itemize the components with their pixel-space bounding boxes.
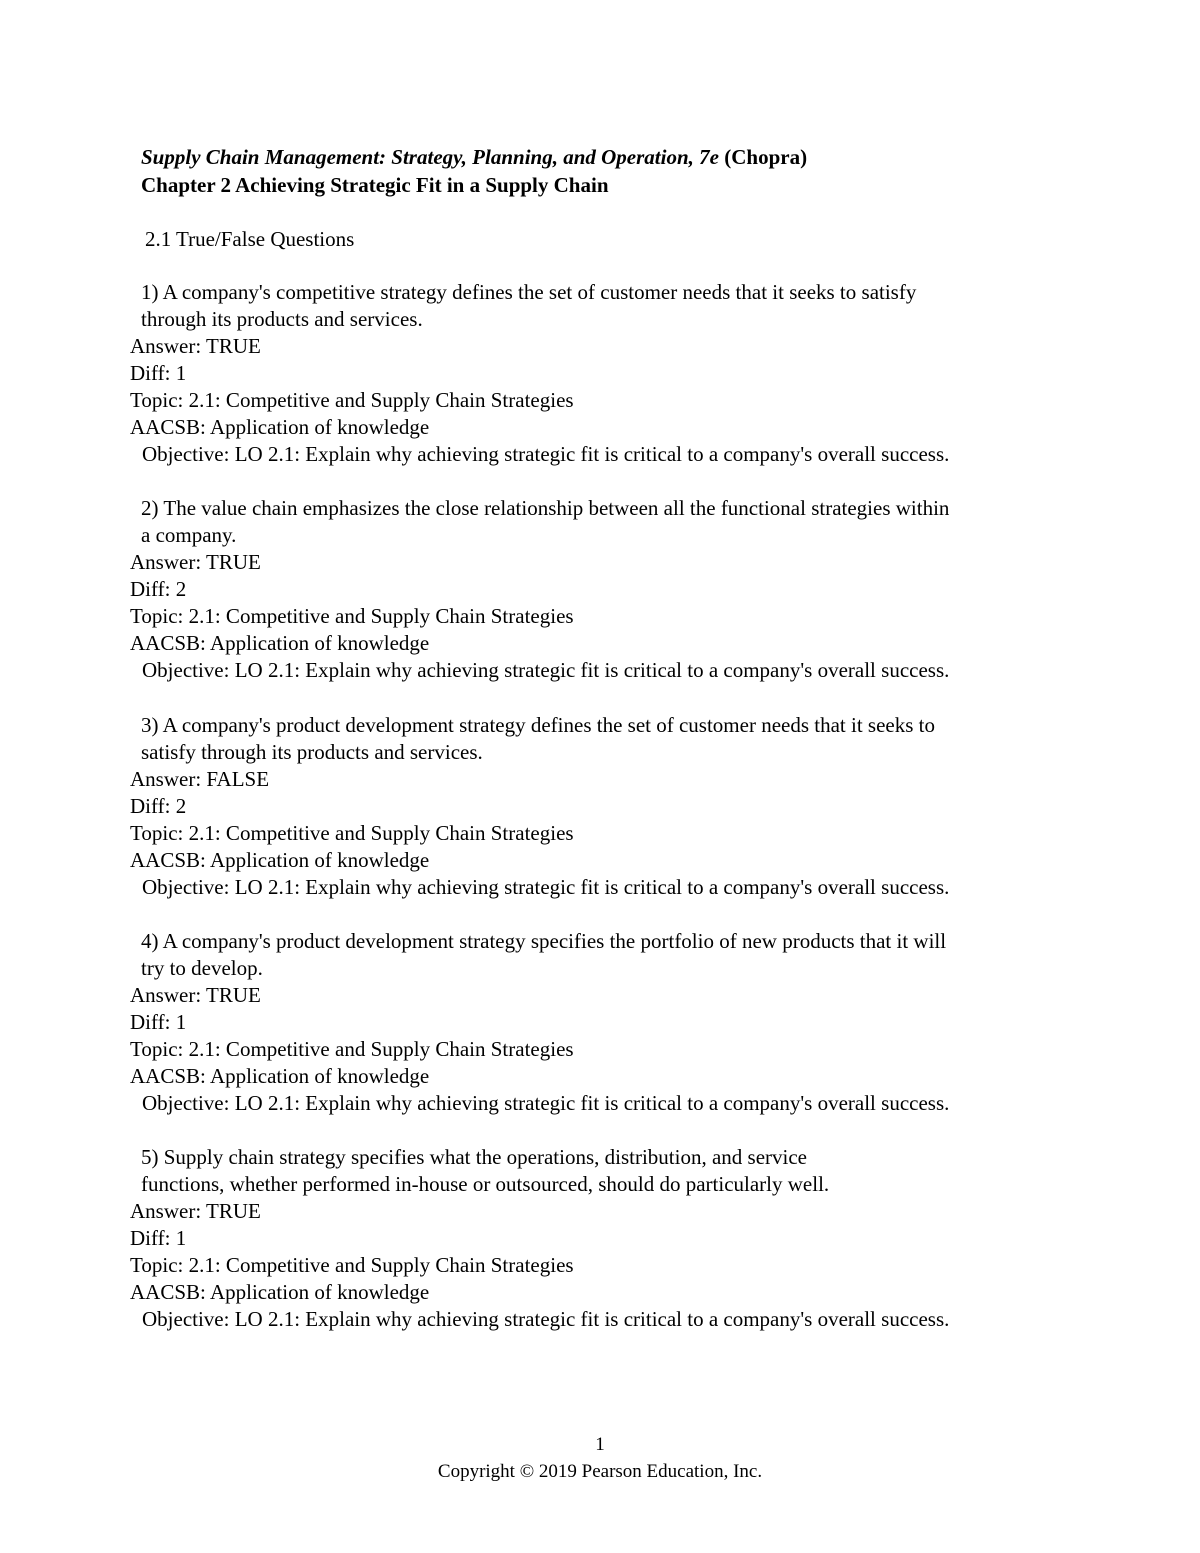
answer: Answer: TRUE bbox=[130, 550, 261, 574]
aacsb: AACSB: Application of knowledge bbox=[130, 631, 430, 655]
aacsb: AACSB: Application of knowledge bbox=[130, 415, 430, 439]
objective: Objective: LO 2.1: Explain why achieving strategic fit is critical to a company's overall success. bbox=[142, 1091, 950, 1115]
answer: Answer: TRUE bbox=[130, 334, 261, 358]
difficulty: Diff: 1 bbox=[130, 361, 187, 385]
question-line-1: 1) A company's competitive strategy defines the set of customer needs that it seeks to satisfy bbox=[141, 280, 917, 304]
question-text bbox=[130, 712, 1070, 766]
aacsb: AACSB: Application of knowledge bbox=[130, 1280, 430, 1304]
question-line-2: try to develop. bbox=[141, 956, 263, 980]
topic: Topic: 2.1: Competitive and Supply Chain Strategies bbox=[130, 821, 574, 845]
section-number: 2.1 bbox=[145, 227, 172, 251]
question-line-1: 3) A company's product development strategy defines the set of customer needs that it seeks to bbox=[141, 713, 936, 737]
topic: Topic: 2.1: Competitive and Supply Chain Strategies bbox=[130, 388, 574, 412]
aacsb: AACSB: Application of knowledge bbox=[130, 1064, 430, 1088]
section-title: True/False Questions bbox=[176, 227, 355, 251]
question-text bbox=[130, 279, 1070, 333]
objective: Objective: LO 2.1: Explain why achieving strategic fit is critical to a company's overall success. bbox=[142, 658, 950, 682]
answer: Answer: TRUE bbox=[130, 1199, 261, 1223]
question-3 bbox=[130, 712, 1070, 901]
answer: Answer: TRUE bbox=[130, 983, 261, 1007]
author: (Chopra) bbox=[724, 145, 808, 169]
question-line-1: 2) The value chain emphasizes the close relationship between all the functional strategies within bbox=[141, 496, 950, 520]
question-1 bbox=[130, 279, 1070, 468]
question-text bbox=[130, 1144, 1070, 1198]
question-text bbox=[130, 495, 1070, 549]
question-line-2: satisfy through its products and services. bbox=[141, 740, 483, 764]
chapter-title: Chapter 2 Achieving Strategic Fit in a Supply Chain bbox=[141, 173, 609, 197]
question-5 bbox=[130, 1144, 1070, 1333]
difficulty: Diff: 1 bbox=[130, 1226, 187, 1250]
question-4 bbox=[130, 928, 1070, 1117]
question-line-2: through its products and services. bbox=[141, 307, 423, 331]
question-line-1: 5) Supply chain strategy specifies what the operations, distribution, and service bbox=[141, 1145, 808, 1169]
difficulty: Diff: 1 bbox=[130, 1010, 187, 1034]
copyright-notice: Copyright © 2019 Pearson Education, Inc. bbox=[437, 1461, 763, 1482]
page-number: 1 bbox=[595, 1434, 605, 1455]
question-line-2: a company. bbox=[141, 523, 237, 547]
objective: Objective: LO 2.1: Explain why achieving strategic fit is critical to a company's overall success. bbox=[142, 1307, 950, 1331]
difficulty: Diff: 2 bbox=[130, 577, 187, 601]
book-title-line bbox=[141, 143, 807, 171]
section-heading bbox=[145, 225, 354, 253]
question-line-1: 4) A company's product development strategy specifies the portfolio of new products that it will bbox=[141, 929, 947, 953]
aacsb: AACSB: Application of knowledge bbox=[130, 848, 430, 872]
answer: Answer: FALSE bbox=[130, 767, 270, 791]
question-text bbox=[130, 928, 1070, 982]
difficulty: Diff: 2 bbox=[130, 794, 187, 818]
question-2 bbox=[130, 495, 1070, 684]
document-header bbox=[141, 143, 807, 199]
objective: Objective: LO 2.1: Explain why achieving strategic fit is critical to a company's overall success. bbox=[142, 875, 950, 899]
topic: Topic: 2.1: Competitive and Supply Chain Strategies bbox=[130, 1037, 574, 1061]
question-line-2: functions, whether performed in-house or outsourced, should do particularly well. bbox=[141, 1172, 830, 1196]
topic: Topic: 2.1: Competitive and Supply Chain Strategies bbox=[130, 1253, 574, 1277]
book-title: Supply Chain Management: Strategy, Planning, and Operation, 7e bbox=[141, 145, 719, 169]
objective: Objective: LO 2.1: Explain why achieving strategic fit is critical to a company's overall success. bbox=[142, 442, 950, 466]
topic: Topic: 2.1: Competitive and Supply Chain Strategies bbox=[130, 604, 574, 628]
